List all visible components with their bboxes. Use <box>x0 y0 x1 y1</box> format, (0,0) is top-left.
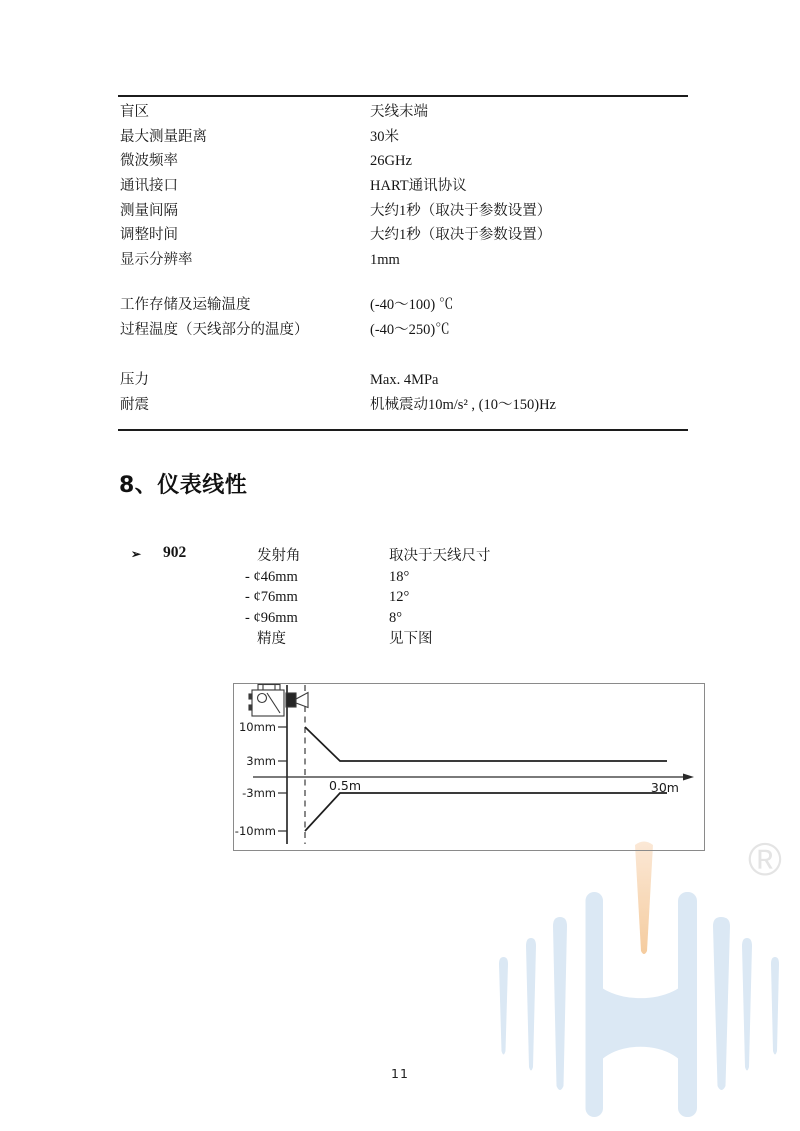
linearity-rows <box>0 546 800 649</box>
spec-value: 大约1秒（取决于参数设置） <box>370 227 552 244</box>
linearity-row <box>0 546 800 567</box>
spec-label: 微波频率 <box>120 153 178 170</box>
spec-row <box>120 393 720 418</box>
spec-label: 最大测量距离 <box>120 128 207 145</box>
spec-value: 大约1秒（取决于参数设置） <box>370 202 552 219</box>
spec-label: 工作存储及运输温度 <box>120 297 251 313</box>
linearity-value: 18° <box>389 568 410 585</box>
y-tick-label: 3mm <box>246 754 276 768</box>
linearity-param: - ¢46mm <box>245 568 298 585</box>
spec-label: 通讯接口 <box>120 178 178 195</box>
upper-accuracy-line <box>305 727 667 761</box>
accuracy-diagram <box>233 683 705 851</box>
list-bullet-arrow-icon: ➢ <box>131 547 142 561</box>
diagram-frame <box>234 684 705 851</box>
spec-row <box>120 248 720 273</box>
spec-label: 过程温度（天线部分的温度） <box>120 321 309 338</box>
linearity-row <box>0 567 800 588</box>
axis-arrowhead-icon <box>683 774 694 781</box>
table-top-rule <box>118 95 688 97</box>
spec-label: 盲区 <box>120 104 149 120</box>
linearity-value: 8° <box>389 610 403 627</box>
spec-row <box>120 368 720 393</box>
spec-value: 1mm <box>370 252 400 269</box>
spec-value: (-40～100) ℃ <box>370 297 454 313</box>
linearity-value: 12° <box>389 589 410 606</box>
linearity-row <box>0 587 800 608</box>
linearity-param: - ¢76mm <box>245 589 298 606</box>
y-tick-label: -10mm <box>234 824 276 838</box>
spec-value: HART通讯协议 <box>370 178 467 195</box>
spec-label: 耐震 <box>120 396 149 413</box>
spec-row <box>120 199 720 224</box>
linearity-value: 见下图 <box>389 630 433 647</box>
spec-table-temperature <box>120 293 720 342</box>
linearity-param: 发射角 <box>257 548 301 564</box>
y-axis-ticks <box>278 727 287 831</box>
table-bottom-rule <box>118 429 688 431</box>
spec-value: 30米 <box>370 128 399 145</box>
spec-row <box>120 174 720 199</box>
linearity-value: 取决于天线尺寸 <box>389 548 491 564</box>
spec-value: 天线末端 <box>370 104 428 120</box>
radar-sensor-icon <box>249 685 308 717</box>
linearity-param: 精度 <box>257 630 286 647</box>
spec-row <box>120 100 720 125</box>
x-tick-label: 0.5m <box>329 778 362 793</box>
spec-table-main <box>120 100 720 273</box>
watermark-flame-icon <box>635 842 653 955</box>
page-number: 11 <box>391 1066 409 1081</box>
y-tick-label: 10mm <box>238 720 276 734</box>
linearity-param: - ¢96mm <box>245 610 298 627</box>
linearity-row <box>0 629 800 650</box>
spec-label: 压力 <box>120 372 149 388</box>
spec-label: 调整时间 <box>120 227 178 244</box>
linearity-row <box>0 608 800 629</box>
spec-value: Max. 4MPa <box>370 372 439 388</box>
spec-value: 机械震动10m/s² , (10～150)Hz <box>370 396 556 413</box>
spec-row <box>120 318 720 343</box>
spec-row <box>120 149 720 174</box>
section-heading: 8、仪表线性 <box>119 473 248 498</box>
y-tick-label: -3mm <box>242 786 276 800</box>
spec-value: 26GHz <box>370 153 412 170</box>
x-tick-label: 30m <box>650 780 679 795</box>
registered-trademark-symbol: ® <box>748 833 782 885</box>
model-number: 902 <box>163 544 187 561</box>
spec-row <box>120 293 720 318</box>
lower-accuracy-line <box>305 793 667 831</box>
spec-label: 测量间隔 <box>120 202 178 219</box>
spec-row <box>120 223 720 248</box>
spec-table-mechanical <box>120 368 720 417</box>
spec-value: (-40～250)℃ <box>370 321 450 338</box>
linearity-spec <box>0 546 800 649</box>
spec-row <box>120 125 720 150</box>
spec-label: 显示分辨率 <box>120 252 193 269</box>
